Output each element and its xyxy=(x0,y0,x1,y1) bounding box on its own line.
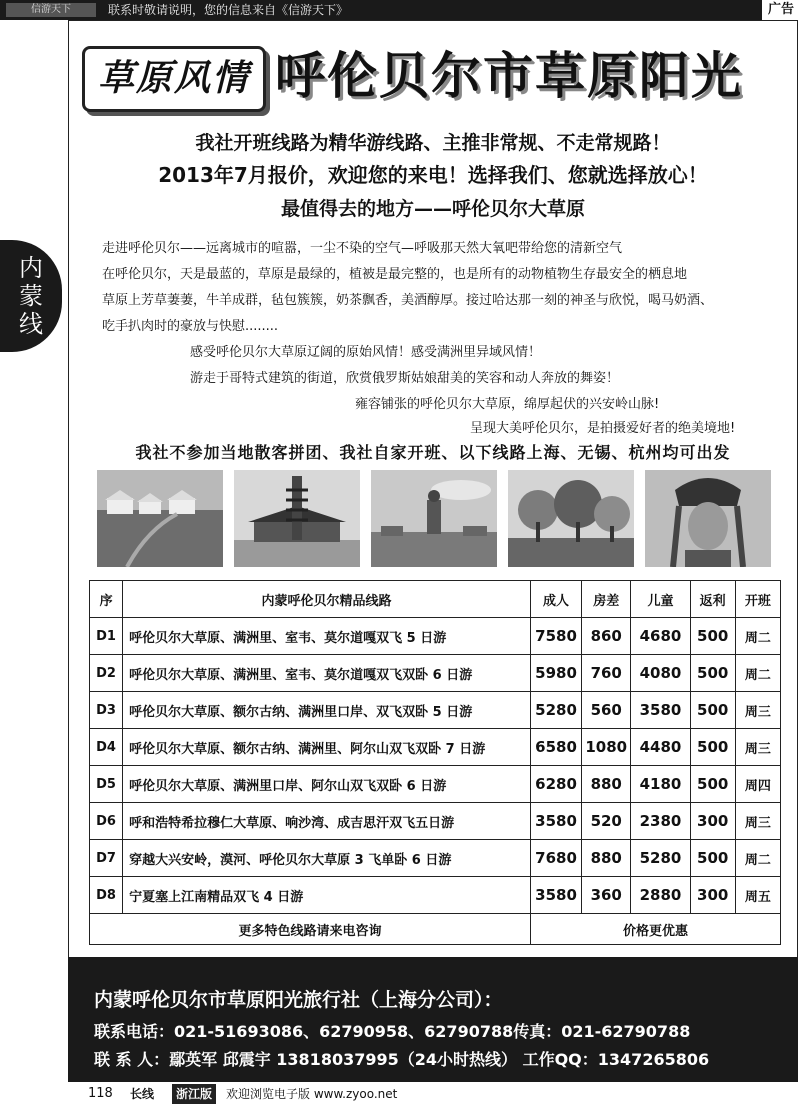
col-room: 房差 xyxy=(582,581,631,618)
departure-day: 周二 xyxy=(735,655,780,692)
rebate: 500 xyxy=(690,729,735,766)
photo-forest xyxy=(508,470,634,567)
adult-price: 5980 xyxy=(530,655,581,692)
route-code: D5 xyxy=(90,766,123,803)
col-adult: 成人 xyxy=(530,581,581,618)
route-name: 呼伦贝尔大草原、额尔古纳、满洲里、阿尔山双飞双卧 7 日游 xyxy=(123,729,531,766)
route-name: 呼和浩特希拉穆仁大草原、响沙湾、成吉思汗双飞五日游 xyxy=(123,803,531,840)
intro-line: 在呼伦贝尔，天是最蓝的，草原是最绿的，植被是最完整的，也是所有的动物植物生存最安全的栖息地 xyxy=(102,267,688,282)
headline-3: 最值得去的地方——呼伦贝尔大草原 xyxy=(280,198,585,220)
room-diff: 760 xyxy=(582,655,631,692)
child-price: 2880 xyxy=(631,877,690,914)
room-diff: 520 xyxy=(582,803,631,840)
intro-line: 吃手扒肉时的豪放与快慰........ xyxy=(102,319,279,334)
headline-1: 我社开班线路为精华游线路、主推非常规、不走常规路！ xyxy=(195,132,671,154)
child-price: 4080 xyxy=(631,655,690,692)
photo-pagoda-temple xyxy=(234,470,360,567)
adult-price: 6580 xyxy=(530,729,581,766)
room-diff: 560 xyxy=(582,692,631,729)
room-diff: 860 xyxy=(582,618,631,655)
adult-price: 7580 xyxy=(530,618,581,655)
publication-logo: 信游天下 xyxy=(6,3,96,17)
col-child: 儿童 xyxy=(631,581,690,618)
table-row xyxy=(90,729,781,766)
route-code: D1 xyxy=(90,618,123,655)
child-price: 3580 xyxy=(631,692,690,729)
adult-price: 6280 xyxy=(530,766,581,803)
departure-day: 周五 xyxy=(735,877,780,914)
rebate: 500 xyxy=(690,766,735,803)
departure-notice: 我社不参加当地散客拼团、我社自家开班、以下线路上海、无锡、杭州均可出发 xyxy=(135,443,731,462)
table-header-row xyxy=(90,581,781,618)
table-row xyxy=(90,655,781,692)
col-depart: 开班 xyxy=(735,581,780,618)
departure-day: 周三 xyxy=(735,729,780,766)
side-tab-char: 内 xyxy=(19,254,43,282)
adult-price: 3580 xyxy=(530,803,581,840)
contact-persons: 联 系 人：鄢英军 邱震宇 13818037995（24小时热线） 工作QQ：1347265806 xyxy=(94,1050,710,1069)
route-code: D3 xyxy=(90,692,123,729)
intro-line: 草原上芳草萋萋，牛羊成群，毡包簇簇，奶茶飘香，美酒醇厚。接过哈达那一刻的神圣与欣悦，喝马奶酒、 xyxy=(102,293,714,308)
adult-price: 5280 xyxy=(530,692,581,729)
table-row xyxy=(90,766,781,803)
side-tab-char: 线 xyxy=(19,310,43,338)
adult-price: 7680 xyxy=(530,840,581,877)
child-price: 4680 xyxy=(631,618,690,655)
feature-line: 雍容铺张的呼伦贝尔大草原，绵厚起伏的兴安岭山脉! xyxy=(355,397,660,412)
route-name: 呼伦贝尔大草原、满洲里、室韦、莫尔道嘎双飞双卧 6 日游 xyxy=(123,655,531,692)
departure-day: 周三 xyxy=(735,803,780,840)
ad-label: 广告 xyxy=(762,0,800,20)
source-note: 联系时敬请说明，您的信息来自《信游天下》 xyxy=(108,3,349,17)
rebate: 500 xyxy=(690,692,735,729)
route-name: 宁夏塞上江南精品双飞 4 日游 xyxy=(123,877,531,914)
room-diff: 880 xyxy=(582,840,631,877)
feature-line: 游走于哥特式建筑的街道，欣赏俄罗斯姑娘甜美的笑容和动人奔放的舞姿！ xyxy=(190,371,620,386)
child-price: 4180 xyxy=(631,766,690,803)
intro-line: 走进呼伦贝尔——远离城市的喧嚣，一尘不染的空气—呼吸那天然大氧吧带给您的清新空气 xyxy=(102,241,623,256)
section-label: 长线 xyxy=(130,1087,155,1101)
child-price: 5280 xyxy=(631,840,690,877)
side-tab-char: 蒙 xyxy=(19,282,43,310)
brand-badge: 草原风情 xyxy=(82,46,266,112)
table-footer-row xyxy=(90,914,781,945)
photo-costume-girl xyxy=(645,470,771,567)
adult-price: 3580 xyxy=(530,877,581,914)
route-name: 呼伦贝尔大草原、满洲里、室韦、莫尔道嘎双飞 5 日游 xyxy=(123,618,531,655)
child-price: 4480 xyxy=(631,729,690,766)
intro-paragraph xyxy=(102,236,782,340)
departure-day: 周二 xyxy=(735,840,780,877)
route-code: D8 xyxy=(90,877,123,914)
route-code: D2 xyxy=(90,655,123,692)
departure-day: 周三 xyxy=(735,692,780,729)
route-name: 呼伦贝尔大草原、满洲里口岸、阿尔山双飞双卧 6 日游 xyxy=(123,766,531,803)
rebate: 300 xyxy=(690,877,735,914)
page-title: 呼伦贝尔市草原阳光 xyxy=(275,47,743,105)
region-label: 浙江版 xyxy=(172,1084,216,1104)
section-side-tab xyxy=(0,240,62,352)
room-diff: 880 xyxy=(582,766,631,803)
feature-line: 感受呼伦贝尔大草原辽阔的原始风情！感受满洲里异域风情！ xyxy=(190,345,542,360)
route-name: 呼伦贝尔大草原、额尔古纳、满洲里口岸、双飞双卧 5 日游 xyxy=(123,692,531,729)
top-strip xyxy=(0,0,800,20)
photo-yurts xyxy=(97,470,223,567)
route-code: D6 xyxy=(90,803,123,840)
page-number: 118 xyxy=(88,1086,113,1101)
col-rebate: 返利 xyxy=(690,581,735,618)
contact-phones: 联系电话：021-51693086、62790958、62790788传真：021-62790788 xyxy=(94,1022,691,1041)
headline-2: 2013年7月报价，欢迎您的来电！选择我们、您就选择放心！ xyxy=(158,163,708,187)
contact-footer xyxy=(68,957,798,1082)
better-price-note: 价格更优惠 xyxy=(530,914,780,945)
e-version-note: 欢迎浏览电子版 www.zyoo.net xyxy=(226,1087,398,1101)
feature-line: 呈现大美呼伦贝尔，是拍摄爱好者的绝美境地! xyxy=(470,421,736,436)
company-name: 内蒙呼伦贝尔市草原阳光旅行社（上海分公司）： xyxy=(94,989,503,1011)
col-route: 内蒙呼伦贝尔精品线路 xyxy=(123,581,531,618)
table-row xyxy=(90,803,781,840)
room-diff: 1080 xyxy=(582,729,631,766)
table-row xyxy=(90,840,781,877)
rebate: 300 xyxy=(690,803,735,840)
rebate: 500 xyxy=(690,618,735,655)
route-name: 穿越大兴安岭，漠河、呼伦贝尔大草原 3 飞单卧 6 日游 xyxy=(123,840,531,877)
route-code: D4 xyxy=(90,729,123,766)
rebate: 500 xyxy=(690,840,735,877)
bottom-strip xyxy=(68,1084,798,1104)
photo-monument xyxy=(371,470,497,567)
table-row xyxy=(90,692,781,729)
route-code: D7 xyxy=(90,840,123,877)
more-routes-note: 更多特色线路请来电咨询 xyxy=(90,914,531,945)
table-row xyxy=(90,877,781,914)
room-diff: 360 xyxy=(582,877,631,914)
col-seq: 序 xyxy=(90,581,123,618)
departure-day: 周二 xyxy=(735,618,780,655)
route-price-table xyxy=(89,580,781,945)
table-row xyxy=(90,618,781,655)
rebate: 500 xyxy=(690,655,735,692)
child-price: 2380 xyxy=(631,803,690,840)
departure-day: 周四 xyxy=(735,766,780,803)
